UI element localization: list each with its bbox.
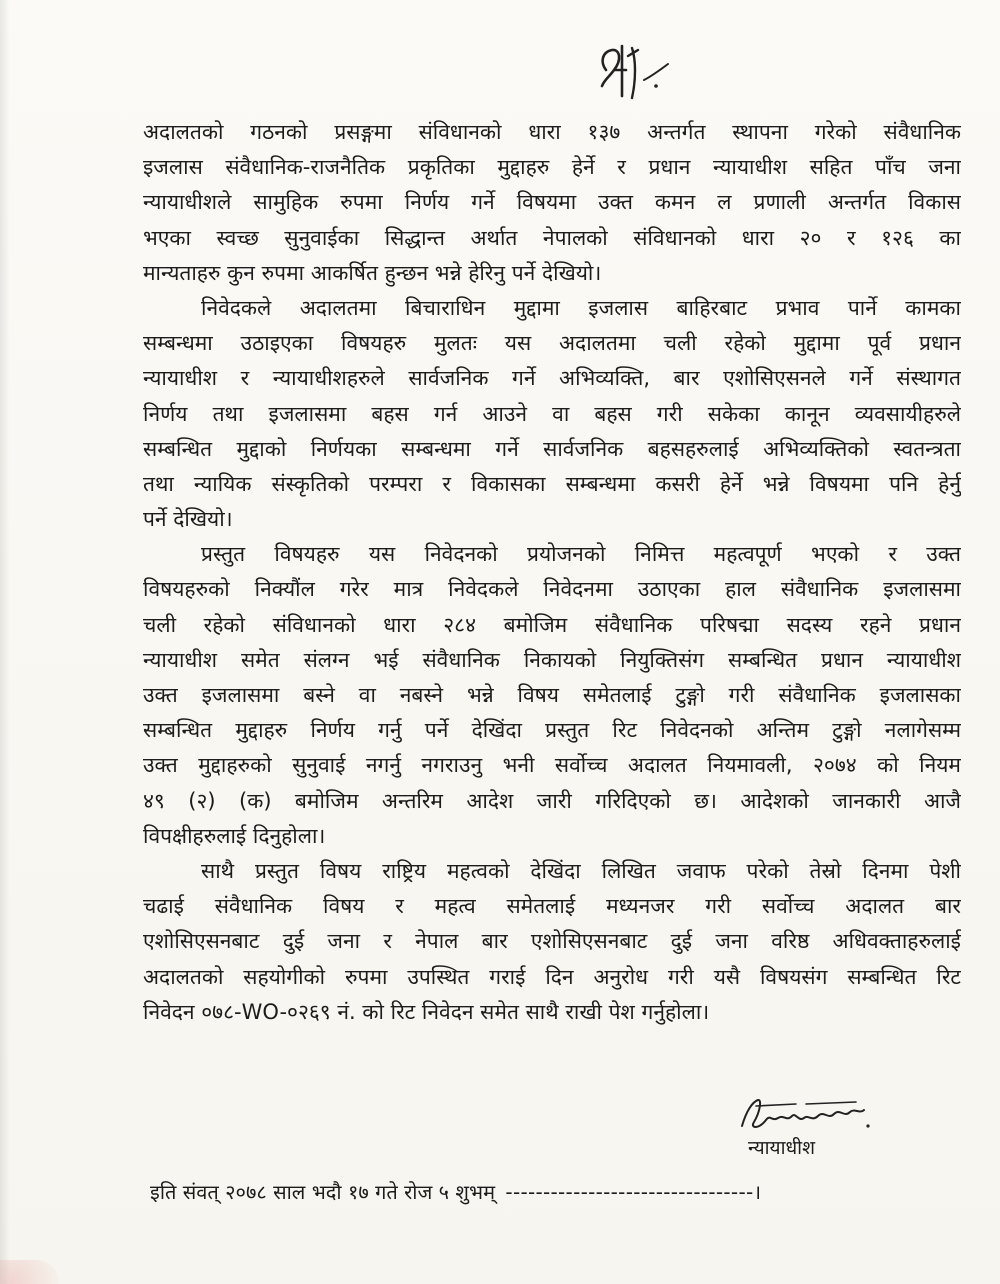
- text-line: अदालतको गठनको प्रसङ्गमा संविधानको धारा १३७ अन्तर्गत स्थापना गरेको संवैधानिक: [143, 120, 961, 144]
- text-line: एशोसिएसनबाट दुई जना र नेपाल बार एशोसिएसनबाट दुई जना वरिष्ठ अधिवक्ताहरुलाई: [143, 929, 961, 954]
- signatory-title: न्यायाधीश: [748, 1137, 816, 1159]
- text-line: प्रस्तुत विषयहरु यस निवेदनको प्रयोजनको निमित्त महत्वपूर्ण भएको र उक्त: [201, 542, 961, 567]
- text-line: विषयहरुको निक्यौंल गरेर मात्र निवेदकले निवेदनमा उठाएका हाल संवैधानिक इजलासमा: [143, 577, 961, 602]
- text-line: न्यायाधीशले सामुहिक रुपमा निर्णय गर्ने विषयमा उक्त कमन ल प्रणाली अन्तर्गत विकास: [143, 190, 961, 215]
- text-line: उक्त मुद्दाहरुको सुनुवाई नगर्नु नगराउनु भनी सर्वोच्च अदालत नियमावली, २०७४ को नियम: [143, 753, 961, 778]
- corner-stain: [0, 1260, 60, 1284]
- paragraph: [143, 854, 961, 1030]
- text-line: चढाई संवैधानिक विषय र महत्व समेतलाई मध्यनजर गरी सर्वोच्च अदालत बार: [143, 894, 961, 919]
- text-line: सम्बन्धित मुद्दाहरु निर्णय गर्नु पर्ने देखिंदा प्रस्तुत रिट निवेदनको अन्तिम टुङ्गो नलागेसम्म: [143, 718, 961, 743]
- paragraph: [143, 537, 961, 854]
- text-line: विपक्षीहरुलाई दिनुहोला।: [143, 823, 326, 848]
- paragraph: [143, 291, 961, 537]
- text-line: मान्यताहरु कुन रुपमा आकर्षित हुन्छन भन्ने हेरिनु पर्ने देखियो।: [143, 260, 602, 285]
- text-line: सम्बन्धमा उठाइएका विषयहरु मुलतः यस अदालतमा चली रहेको मुद्दामा पूर्व प्रधान: [143, 331, 961, 356]
- text-line: साथै प्रस्तुत विषय राष्ट्रिय महत्वको देखिंदा लिखित जवाफ परेको तेस्रो दिनमा पेशी: [201, 858, 961, 883]
- page-number-ink: [592, 40, 682, 104]
- text-line: न्यायाधीश समेत संलग्न भई संवैधानिक निकायको नियुक्तिसंग सम्बन्धित प्रधान न्यायाधीश: [143, 647, 961, 672]
- date-line: [150, 1176, 930, 1208]
- date-text: इति संवत् २०७८ साल भदौ १७ गते रोज ५ शुभम्: [150, 1180, 496, 1204]
- text-line: भएका स्वच्छ सुनुवाईका सिद्धान्त अर्थात नेपालको संविधानको धारा २० र १२६ का: [143, 225, 961, 250]
- text-line: निर्णय तथा इजलासमा बहस गर्न आउने वा बहस गरी सकेका कानून व्यवसायीहरुले: [143, 401, 961, 426]
- text-line: इजलास संवैधानिक-राजनैतिक प्रकृतिका मुद्दाहरु हेर्ने र प्रधान न्यायाधीश सहित पाँच जना: [143, 155, 961, 180]
- paragraph: [143, 115, 961, 291]
- text-line: अदालतको सहयोगीको रुपमा उपस्थित गराई दिन अनुरोध गरी यसै विषयसंग सम्बन्धित रिट: [143, 964, 961, 989]
- order-body: [143, 115, 961, 1030]
- date-trailer: ---------------------------------।: [505, 1180, 762, 1204]
- text-line: उक्त इजलासमा बस्ने वा नबस्ने भन्ने विषय समेतलाई टुङ्गो गरी संवैधानिक इजलासका: [143, 683, 961, 707]
- page-edge-shadow: [0, 0, 10, 1284]
- signature-block: [736, 1092, 886, 1172]
- text-line: ४९ (२) (क) बमोजिम अन्तरिम आदेश जारी गरिदिएको छ। आदेशको जानकारी आजै: [143, 788, 961, 813]
- handwritten-page-number: [592, 40, 682, 104]
- text-line: निवेदकले अदालतमा बिचाराधिन मुद्दामा इजलास बाहिरबाट प्रभाव पार्ने कामका: [201, 295, 961, 320]
- handwritten-signature: [736, 1092, 876, 1140]
- text-line: पर्ने देखियो।: [143, 507, 233, 532]
- text-line: निवेदन ०७८-WO-०२६९ नं. को रिट निवेदन समेत साथै राखी पेश गर्नुहोला।: [143, 999, 710, 1024]
- text-line: सम्बन्धित मुद्दाको निर्णयका सम्बन्धमा गर्ने सार्वजनिक बहसहरुलाई अभिव्यक्तिको स्वतन्त्रता: [143, 436, 961, 461]
- text-line: तथा न्यायिक संस्कृतिको परम्परा र विकासका सम्बन्धमा कसरी हेर्ने भन्ने विषयमा पनि हेर्नु: [143, 471, 961, 496]
- text-line: न्यायाधीश र न्यायाधीशहरुले सार्वजनिक गर्ने अभिव्यक्ति, बार एशोसिएसनले गर्ने संस्थागत: [143, 366, 961, 391]
- text-line: चली रहेको संविधानको धारा २८४ बमोजिम संवैधानिक परिषद्मा सदस्य रहने प्रधान: [143, 612, 961, 637]
